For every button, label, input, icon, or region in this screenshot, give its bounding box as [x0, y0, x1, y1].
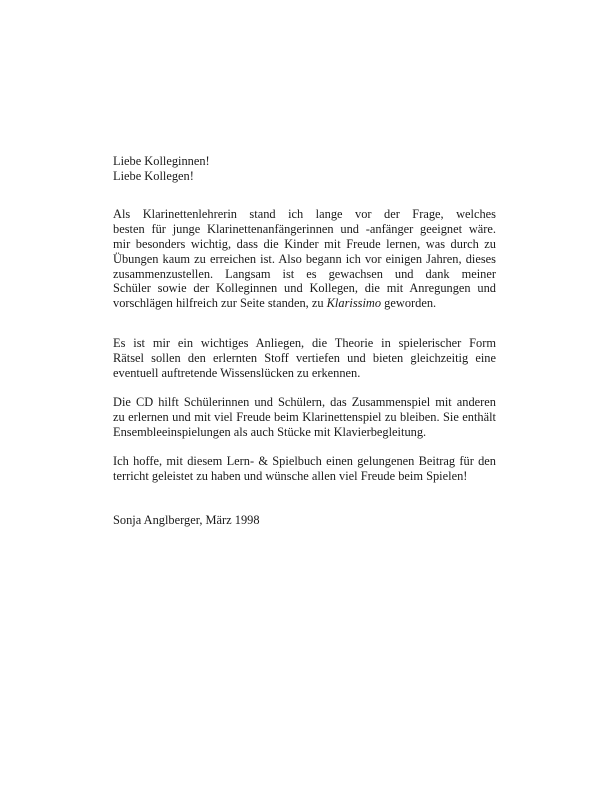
- paragraph-theory: [113, 336, 496, 381]
- text-line: Rätsel sollen den erlernten Stoff vertiefen und bieten gleichzeitig eine: [113, 350, 496, 365]
- text-line: Schüler sowie der Kolleginnen und Kollegen, die mit Anregungen und: [113, 281, 496, 296]
- book-title: Klarissimo: [326, 296, 382, 311]
- text-line: Ich hoffe, mit diesem Lern- & Spielbuch einen gelungenen Beitrag für den: [113, 454, 496, 468]
- paragraph-closing: [113, 454, 496, 484]
- text-line: besten für junge Klarinettenanfängerinnen und -anfänger geeignet wäre.: [113, 221, 496, 236]
- text-line: terricht geleistet zu haben und wünsche allen viel Freude beim Spielen!: [113, 468, 468, 483]
- text-line: Die CD hilft Schülerinnen und Schülern, das Zusammenspiel mit anderen: [113, 395, 496, 409]
- text-line: Übungen kaum zu erreichen ist. Also begann ich vor einigen Jahren, dieses: [113, 251, 496, 266]
- signature: [113, 513, 496, 528]
- signature-line: Sonja Anglberger, März 1998: [113, 513, 260, 527]
- text-line: Als Klarinettenlehrerin stand ich lange vor der Frage, welches: [113, 207, 496, 221]
- text-span: vorschlägen hilfreich zur Seite standen, zu: [113, 296, 327, 311]
- text-line: eventuell auftretende Wissenslücken zu erkennen.: [113, 365, 361, 380]
- text-line: mir besonders wichtig, dass die Kinder mit Freude lernen, was durch zu: [113, 236, 496, 251]
- text-span: geworden.: [381, 296, 437, 311]
- text-line: Es ist mir ein wichtiges Anliegen, die Theorie in spielerischer Form: [113, 336, 496, 350]
- greeting-line: Liebe Kollegen!: [113, 168, 194, 183]
- paragraph-cd: [113, 395, 496, 440]
- text-line: [113, 296, 496, 311]
- greeting-line: Liebe Kolleginnen!: [113, 154, 210, 168]
- greeting: [113, 154, 496, 184]
- text-line: zu erlernen und mit viel Freude beim Klarinettenspiel zu bleiben. Sie enthält: [113, 409, 496, 424]
- text-line: zusammenzustellen. Langsam ist es gewachsen und dank meiner: [113, 266, 496, 281]
- paragraph-intro: [113, 207, 496, 311]
- text-line: Ensembleeinspielungen als auch Stücke mit Klavierbegleitung.: [113, 424, 427, 439]
